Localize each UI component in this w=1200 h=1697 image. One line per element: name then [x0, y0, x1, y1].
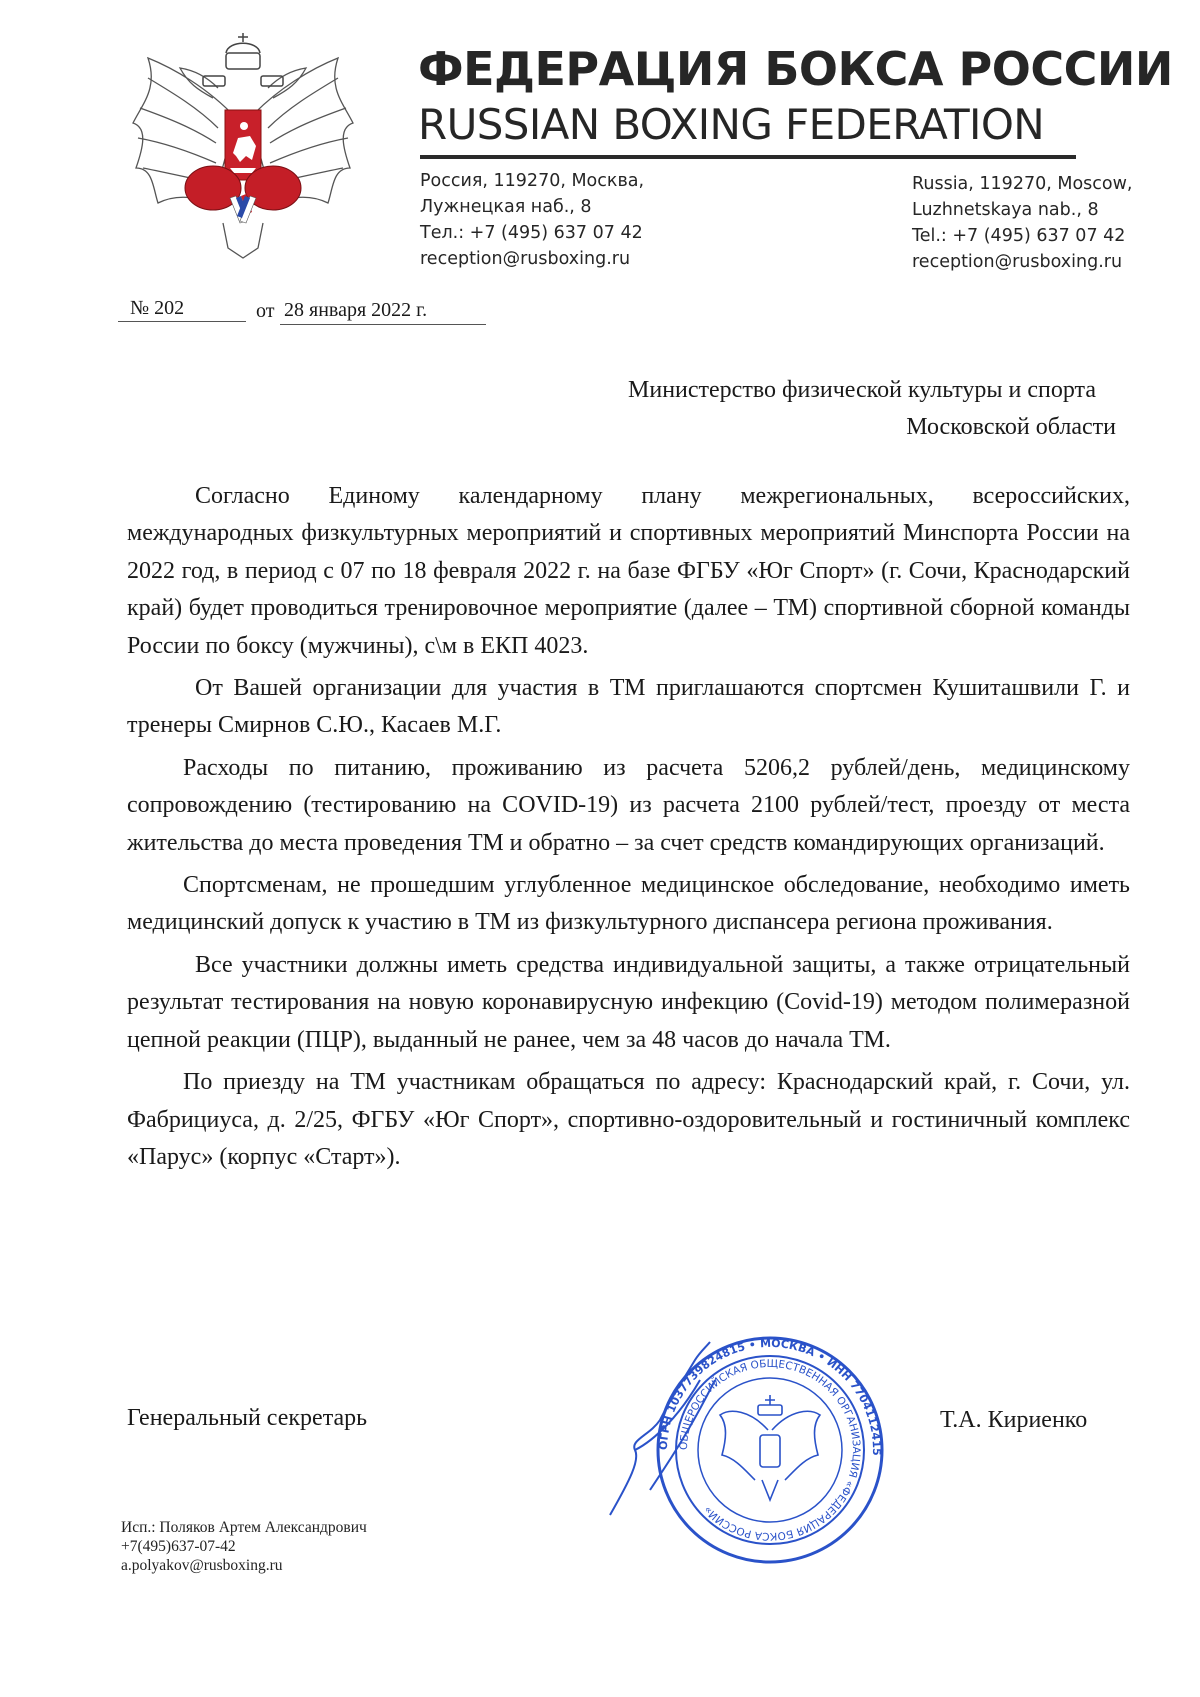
address-ru-line2: Лужнецкая наб., 8 — [420, 197, 592, 217]
registration-date: 28 января 2022 г. — [284, 299, 428, 321]
stamp-outer-text: ОГРН 1037739824815 • МОСКВА • ИНН 7704112415 — [656, 1336, 884, 1456]
header-divider — [420, 155, 1076, 159]
address-ru-email: reception@rusboxing.ru — [420, 249, 631, 269]
address-block-en — [912, 171, 1132, 275]
address-block-ru — [420, 168, 644, 272]
body-paragraph: Все участники должны иметь средства индивидуальной защиты, а также отрицательный результат тестирования на новую коронавирусную инфекцию (Covid-19) методом полимеразной цепной реакции (ПЦР), выданный не ранее, чем за 48 часов до начала ТМ. — [127, 951, 1130, 1053]
org-name-en: RUSSIAN BOXING FEDERATION — [418, 100, 1045, 149]
addressee-block — [556, 372, 1116, 446]
body-paragraph: Расходы по питанию, проживанию из расчета 5206,2 рублей/день, медицинскому сопровождению (тестированию на COVID-19) из расчета 2100 рублей/тест, проезду от места жительства до места проведения ТМ и обратно – за счет средств командирующих организаций. — [127, 754, 1130, 856]
executor-phone: +7(495)637-07-42 — [121, 1538, 236, 1555]
registration-number: № 202 — [130, 297, 185, 319]
letter-body — [127, 478, 1130, 1181]
body-paragraph: От Вашей организации для участия в ТМ приглашаются спортсмен Кушиташвили Г. и тренеры Смирнов С.Ю., Касаев М.Г. — [127, 675, 1130, 739]
executor-email: a.polyakov@rusboxing.ru — [121, 1557, 283, 1574]
body-paragraph: Согласно Единому календарному плану межрегиональных, всероссийских, международных физкультурных мероприятий и спортивных мероприятий Минспорта России на 2022 год, в период с 07 по 18 февраля 2022 г. на базе ФГБУ «Юг Спорт» (г. Сочи, Краснодарский край) будет проводиться тренировочное мероприятие (далее – ТМ) спортивной сборной команды России по боксу (мужчины), с\м в ЕКП 4023. — [127, 483, 1130, 659]
address-ru-line1: Россия, 119270, Москва, — [420, 171, 645, 191]
executor-name: Исп.: Поляков Артем Александрович — [121, 1519, 367, 1536]
org-name-ru: ФЕДЕРАЦИЯ БОКСА РОССИИ — [418, 42, 1173, 96]
address-en-line2: Luzhnetskaya nab., 8 — [912, 200, 1099, 220]
addressee-line2: Московской области — [906, 414, 1116, 440]
executor-block — [121, 1518, 367, 1575]
registration-from-label: от — [256, 300, 275, 322]
body-paragraph: Спортсменам, не прошедшим углубленное медицинское обследование, необходимо иметь медицинский допуск к участию в ТМ из физкультурного диспансера региона проживания. — [127, 872, 1130, 936]
registration-number-underline — [118, 321, 246, 322]
signer-name: Т.А. Кириенко — [940, 1407, 1088, 1433]
handwritten-signature — [600, 1340, 800, 1540]
signer-title: Генеральный секретарь — [127, 1405, 368, 1431]
address-en-phone: Tel.: +7 (495) 637 07 42 — [912, 226, 1126, 246]
addressee-line1: Министерство физической культуры и спорта — [628, 377, 1096, 403]
registration-date-underline — [280, 324, 486, 325]
federation-emblem-icon — [118, 28, 368, 263]
address-en-line1: Russia, 119270, Moscow, — [912, 174, 1133, 194]
body-paragraph: По приезду на ТМ участникам обращаться по адресу: Краснодарский край, г. Сочи, ул. Фабрициуса, д. 2/25, ФГБУ «Юг Спорт», спортивно-оздоровительный и гостиничный комплекс «Парус» (корпус «Старт»). — [127, 1069, 1130, 1170]
stamp-inner-text: ОБЩЕРОССИЙСКАЯ ОБЩЕСТВЕННАЯ ОРГАНИЗАЦИЯ «ФЕДЕРАЦИЯ БОКСА РОССИИ» — [677, 1357, 863, 1543]
address-en-email: reception@rusboxing.ru — [912, 252, 1123, 272]
address-ru-phone: Тел.: +7 (495) 637 07 42 — [420, 223, 643, 243]
